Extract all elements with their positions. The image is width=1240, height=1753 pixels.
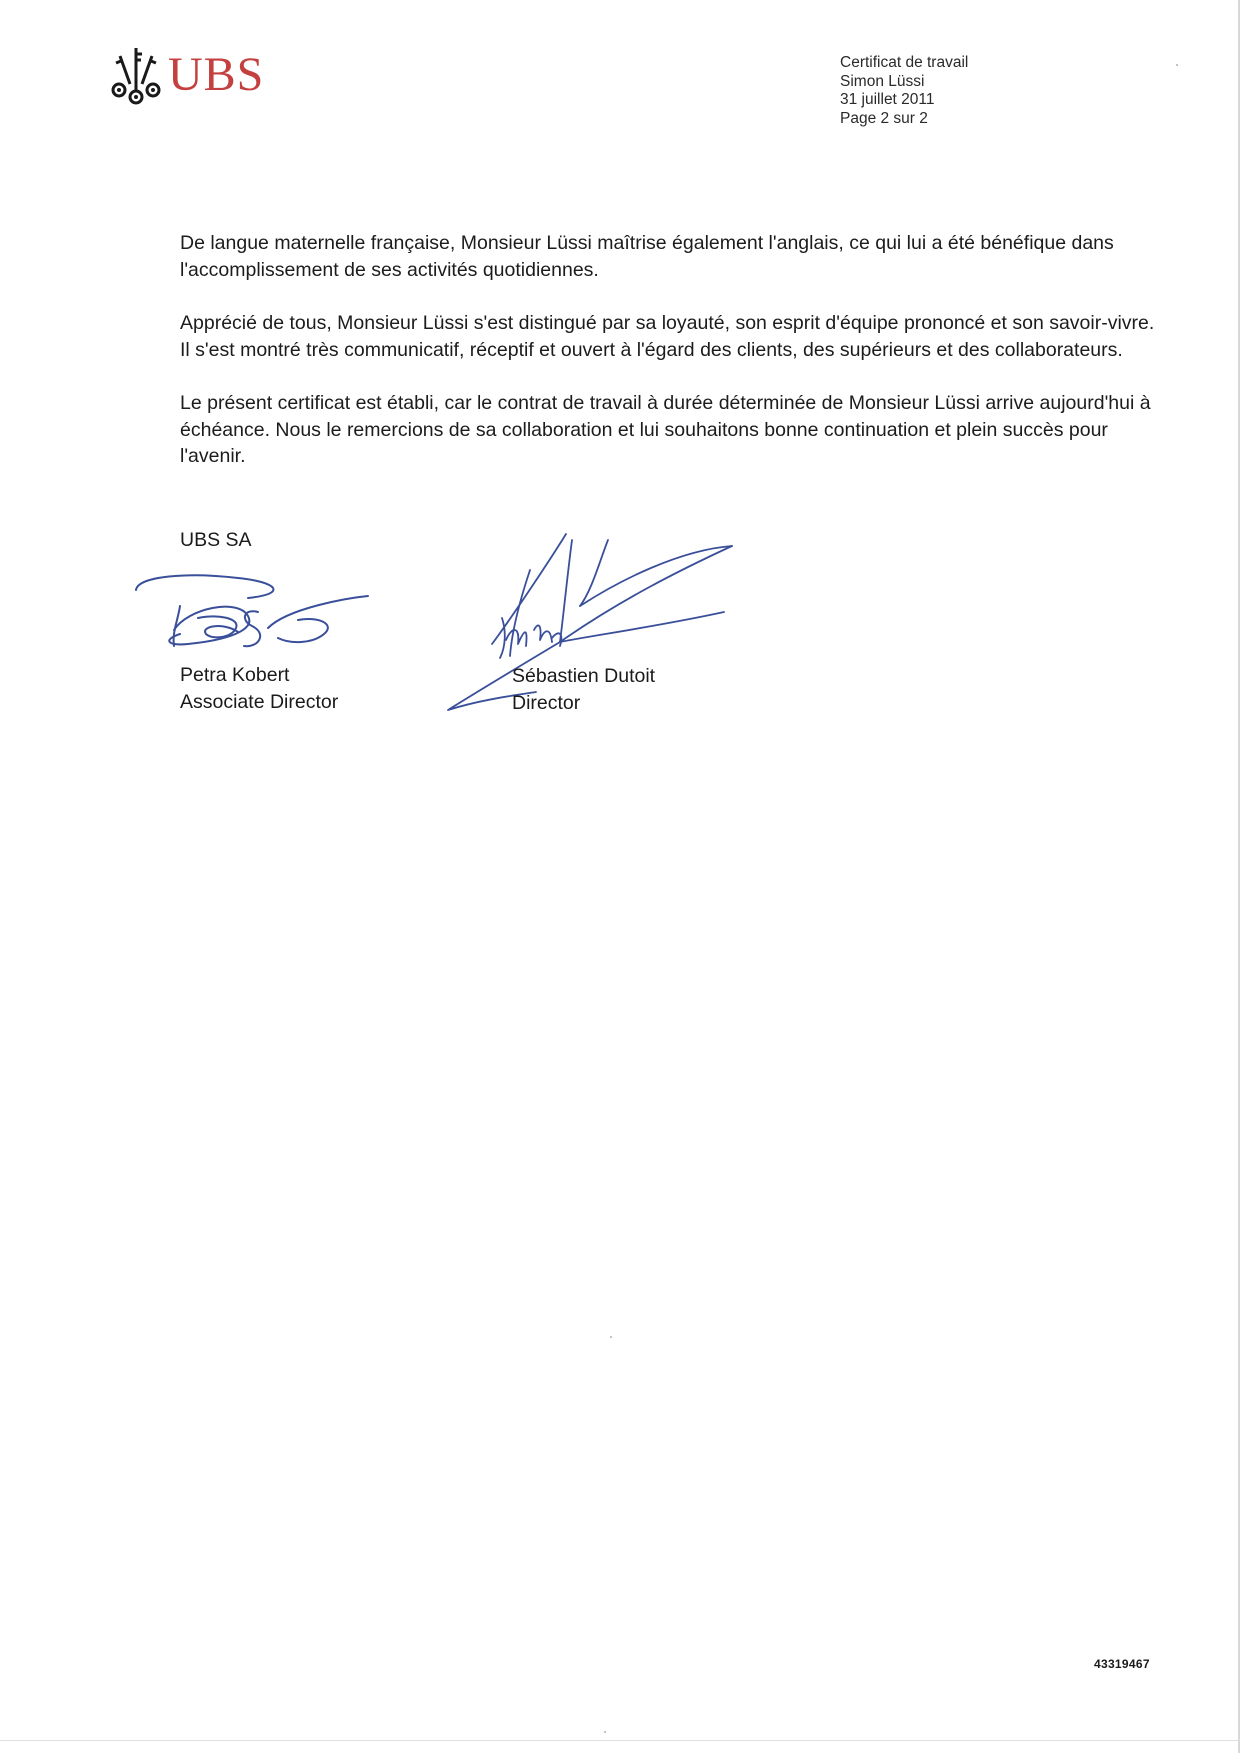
- document-header-info: [840, 54, 968, 128]
- signature-petra-kobert: [128, 568, 378, 658]
- company-name: UBS SA: [180, 529, 252, 551]
- three-keys-icon: [108, 44, 164, 106]
- employee-name: Simon Lüssi: [840, 72, 925, 90]
- scan-speck: [610, 1336, 612, 1338]
- paragraph-closing: Le présent certificat est établi, car le contrat de travail à durée déterminée de Monsieur Lüssi arrive aujourd'hui à échéance. Nous le remercions de sa collaboration et lui souhaitons bonne continuation et plein succès pour l'avenir.: [180, 392, 1151, 467]
- signatory-name: Sébastien Dutoit: [512, 665, 656, 687]
- page-number: Page 2 sur 2: [840, 109, 928, 127]
- signatory-left: [180, 662, 338, 716]
- document-date: 31 juillet 2011: [840, 91, 935, 108]
- signatory-right: [512, 663, 655, 717]
- paragraph-qualities: Apprécié de tous, Monsieur Lüssi s'est distingué par sa loyauté, son esprit d'équipe prononcé et son savoir-vivre. Il s'est montré très communicatif, réceptif et ouvert à l'égard des clients, des supérieurs et des collaborateurs.: [180, 312, 1155, 361]
- document-number: 43319467: [1094, 1657, 1150, 1671]
- paragraph-languages: De langue maternelle française, Monsieur Lüssi maîtrise également l'anglais, ce qui lui a été bénéfique dans l'accomplissement de ses activités quotidiennes.: [180, 232, 1114, 281]
- scan-speck: [604, 1731, 606, 1733]
- document-type: Certificat de travail: [840, 54, 969, 71]
- signatory-title: Associate Director: [180, 691, 339, 713]
- scan-speck: [1176, 64, 1178, 66]
- certificate-body: [180, 230, 1160, 497]
- ubs-wordmark: UBS: [168, 48, 265, 101]
- page-edge-bottom: [0, 1740, 1240, 1741]
- signatory-title: Director: [512, 692, 581, 714]
- ubs-logo: [108, 44, 264, 106]
- signatory-name: Petra Kobert: [180, 664, 290, 686]
